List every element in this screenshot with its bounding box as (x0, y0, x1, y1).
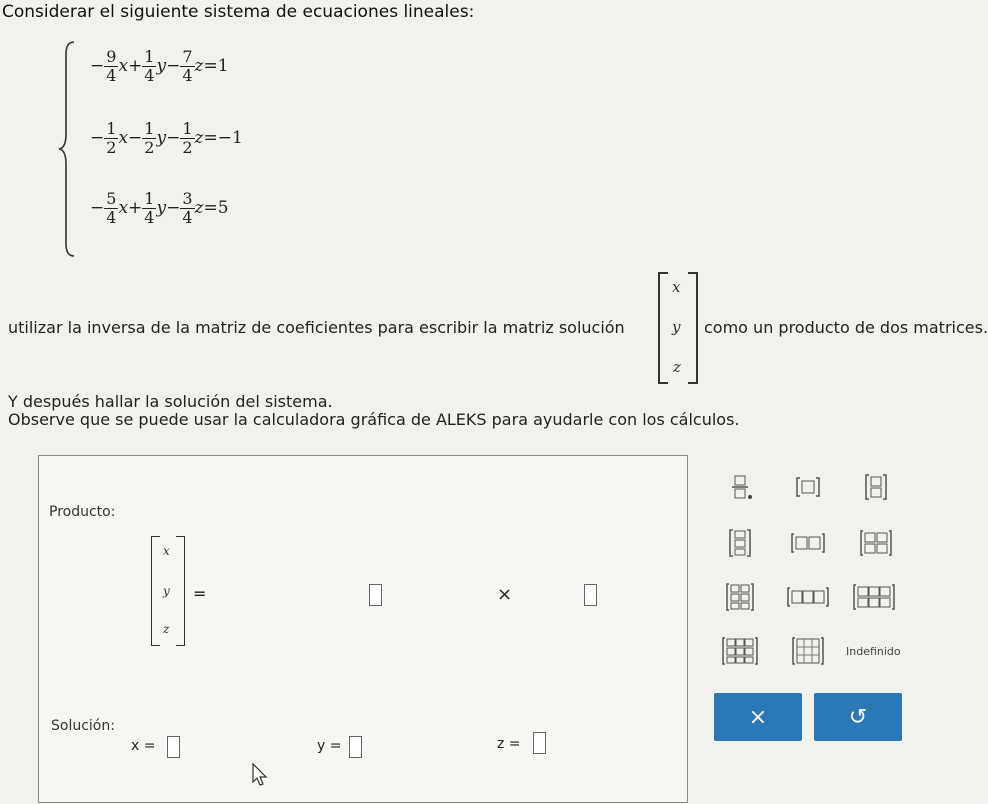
matrix-3x3-tool-icon[interactable] (720, 635, 760, 667)
matrix-custom-tool-icon[interactable] (788, 635, 828, 667)
y-label: y = (317, 738, 342, 754)
instruction-sentence-2: Y después hallar la solución del sistema. (8, 392, 333, 411)
instruction-sentence-1-end: como un producto de dos matrices. (704, 318, 988, 337)
product-vector: x y z (151, 536, 185, 648)
solution-vector (658, 272, 698, 384)
y-input[interactable] (349, 736, 362, 758)
product-label: Producto: (49, 504, 116, 520)
times-symbol: × (497, 584, 513, 605)
matrix-input-2[interactable] (584, 584, 597, 606)
z-input[interactable] (533, 732, 546, 754)
intro-text: Considerar el siguiente sistema de ecuaciones lineales: (2, 2, 475, 22)
vector-x: x (672, 278, 681, 296)
matrix-2x2-tool-icon[interactable] (856, 527, 896, 559)
matrix-3x1-tool-icon[interactable] (720, 527, 760, 559)
matrix-input-1[interactable] (369, 584, 382, 606)
matrix-2x3-tool-icon[interactable] (850, 581, 898, 613)
product-equals: = (193, 584, 207, 603)
cursor-icon (251, 762, 269, 788)
undo-button[interactable]: ↺ (814, 693, 902, 741)
equation-2: − $\frac{1}{2}$ x− $\frac{1}{2}$ y− $\frac{1}{2}$ z=−1 (90, 119, 243, 157)
x-input[interactable] (167, 736, 180, 758)
system-brace (58, 40, 78, 258)
matrix-2x1-tool-icon[interactable] (856, 471, 896, 503)
vector-y: y (672, 318, 681, 336)
matrix-1x3-tool-icon[interactable] (784, 581, 832, 613)
matrix-3x2-tool-icon[interactable] (720, 581, 760, 613)
math-toolbar (700, 455, 958, 804)
solution-label: Solución: (51, 718, 115, 734)
z-label: z = (497, 736, 521, 752)
undefined-button[interactable]: Indefinido (846, 645, 901, 658)
equation-1: − $\frac{9}{4}$ x+ $\frac{1}{4}$ y− $\frac{7}{4}$ z=1 (90, 47, 229, 85)
x-label: x = (131, 738, 156, 754)
instruction-sentence-1: utilizar la inversa de la matriz de coeficientes para escribir la matriz solución (8, 318, 625, 337)
vector-z: z (673, 358, 681, 376)
parentheses-tool-icon[interactable] (788, 471, 828, 503)
answer-panel (38, 455, 688, 803)
fraction-tool-icon[interactable] (720, 471, 760, 503)
instruction-sentence-3: Observe que se puede usar la calculadora gráfica de ALEKS para ayudarle con los cálculos. (8, 410, 740, 429)
matrix-1x2-tool-icon[interactable] (788, 527, 828, 559)
clear-button[interactable]: × (714, 693, 802, 741)
equation-3: − $\frac{5}{4}$ x+ $\frac{1}{4}$ y− $\frac{3}{4}$ z=5 (90, 189, 229, 227)
